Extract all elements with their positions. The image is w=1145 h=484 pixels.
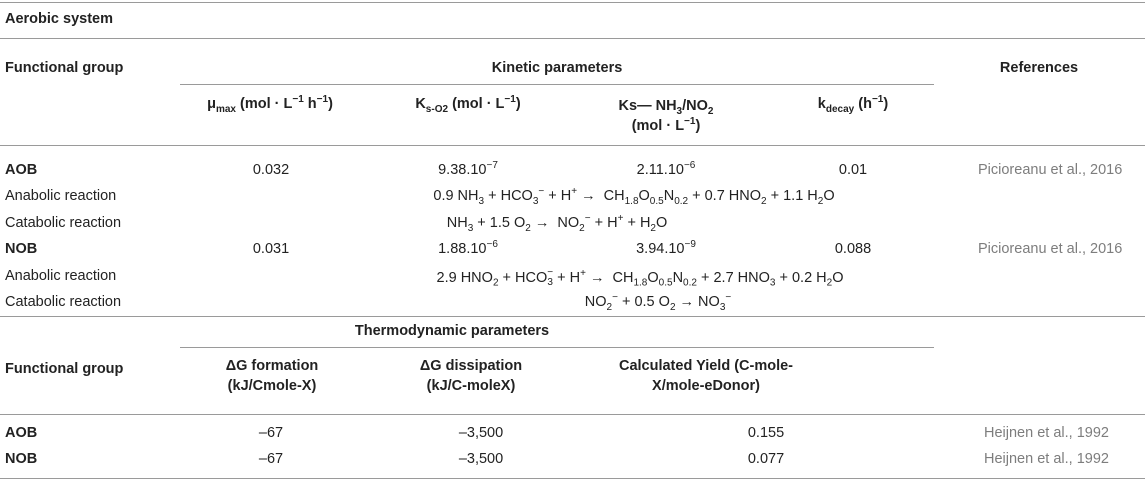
col-functional-group: Functional group bbox=[5, 60, 124, 76]
rule-bottom bbox=[0, 478, 1145, 479]
row-aob-name: AOB bbox=[5, 162, 38, 178]
header-ks-substrate: Ks— $NH_3/NO_2$ $(mol \cdot L^{-1})$ bbox=[618, 98, 714, 134]
header-dg-dissipation: ΔG dissipation (kJ/C-moleX) bbox=[419, 358, 523, 394]
thermo-row-aob-name: AOB bbox=[5, 425, 38, 441]
aob-mu-max: 0.032 bbox=[252, 162, 290, 178]
aob-ks-o2: $9.38.10^{-7}$ bbox=[438, 160, 498, 178]
section-title: Aerobic system bbox=[5, 11, 113, 27]
rule-section-divider bbox=[0, 316, 1145, 317]
header-dg-formation: ΔG formation (kJ/Cmole-X) bbox=[225, 358, 319, 394]
nob-catabolic-equation: $NO_2^- + 0.5$ $O_2 \to NO_3^-$ bbox=[584, 292, 732, 313]
thermo-nob-reference: Heijnen et al., 1992 bbox=[984, 451, 1109, 467]
thermo-aob-yield: 0.155 bbox=[747, 425, 785, 441]
nob-mu-max: 0.031 bbox=[252, 241, 290, 257]
nob-reference: Picioreanu et al., 2016 bbox=[978, 241, 1123, 257]
nob-catabolic-label: Catabolic reaction bbox=[5, 294, 122, 310]
thermo-nob-dg-dissipation: –3,500 bbox=[458, 451, 504, 467]
thermo-col-functional-group: Functional group bbox=[5, 361, 124, 377]
rule-below-kinetic-group bbox=[180, 84, 934, 85]
rule-below-thermo-group bbox=[180, 347, 934, 348]
rule-below-title bbox=[0, 38, 1145, 39]
rule-top bbox=[0, 2, 1145, 3]
thermo-nob-yield: 0.077 bbox=[747, 451, 785, 467]
aob-reference: Picioreanu et al., 2016 bbox=[978, 162, 1123, 178]
thermo-aob-dg-formation: –67 bbox=[258, 425, 284, 441]
header-ks-o2: $K_{s-O2}$ $(mol \cdot L^{-1})$ bbox=[415, 94, 521, 115]
header-k-decay: $k_{decay}$ $(h^{-1})$ bbox=[817, 94, 889, 115]
nob-ks-o2: $1.88.10^{-6}$ bbox=[438, 239, 498, 257]
aob-catabolic-equation: $NH_3 + 1.5$ $O_2 \to NO_2^- + H^+ + H_2O$ bbox=[446, 213, 668, 234]
rule-below-kinetic-headers bbox=[0, 145, 1145, 146]
row-nob-name: NOB bbox=[5, 241, 38, 257]
col-references: References bbox=[999, 60, 1079, 76]
header-calculated-yield: Calculated Yield (C-mole- X/mole-eDonor) bbox=[618, 358, 794, 394]
nob-k-decay: 0.088 bbox=[834, 241, 872, 257]
rule-below-thermo-headers bbox=[0, 414, 1145, 415]
nob-ks-substrate: $3.94.10^{-9}$ bbox=[636, 239, 696, 257]
aob-ks-substrate: $2.11.10^{-6}$ bbox=[636, 160, 696, 178]
thermo-aob-dg-dissipation: –3,500 bbox=[458, 425, 504, 441]
aob-anabolic-equation: 0.9 $NH_3 + HCO_3^- + H^+ \to CH_{1.8}O_{0.5}N_{0.2} + 0.7$ $HNO_2 + 1.1$ $H_2O$ bbox=[433, 186, 835, 207]
nob-anabolic-label: Anabolic reaction bbox=[5, 268, 117, 284]
aob-catabolic-label: Catabolic reaction bbox=[5, 215, 122, 231]
nob-anabolic-equation: 2.9 $HNO_2$ + HCO − 3 + $H^+ \to CH_{1.8}O_{0.5}N_{0.2} + 2.7$ $HNO_3 + 0.2$ $H_2O$ bbox=[436, 267, 844, 289]
thermo-aob-reference: Heijnen et al., 1992 bbox=[984, 425, 1109, 441]
thermo-parameters-header: Thermodynamic parameters bbox=[354, 323, 550, 339]
aob-k-decay: 0.01 bbox=[838, 162, 868, 178]
thermo-nob-dg-formation: –67 bbox=[258, 451, 284, 467]
aob-anabolic-label: Anabolic reaction bbox=[5, 188, 117, 204]
thermo-row-nob-name: NOB bbox=[5, 451, 38, 467]
kinetic-parameters-header: Kinetic parameters bbox=[491, 60, 623, 76]
header-mu-max: $\mu_{max}$ ($mol \cdot L^{-1}$ $h^{-1}$) bbox=[207, 94, 333, 115]
